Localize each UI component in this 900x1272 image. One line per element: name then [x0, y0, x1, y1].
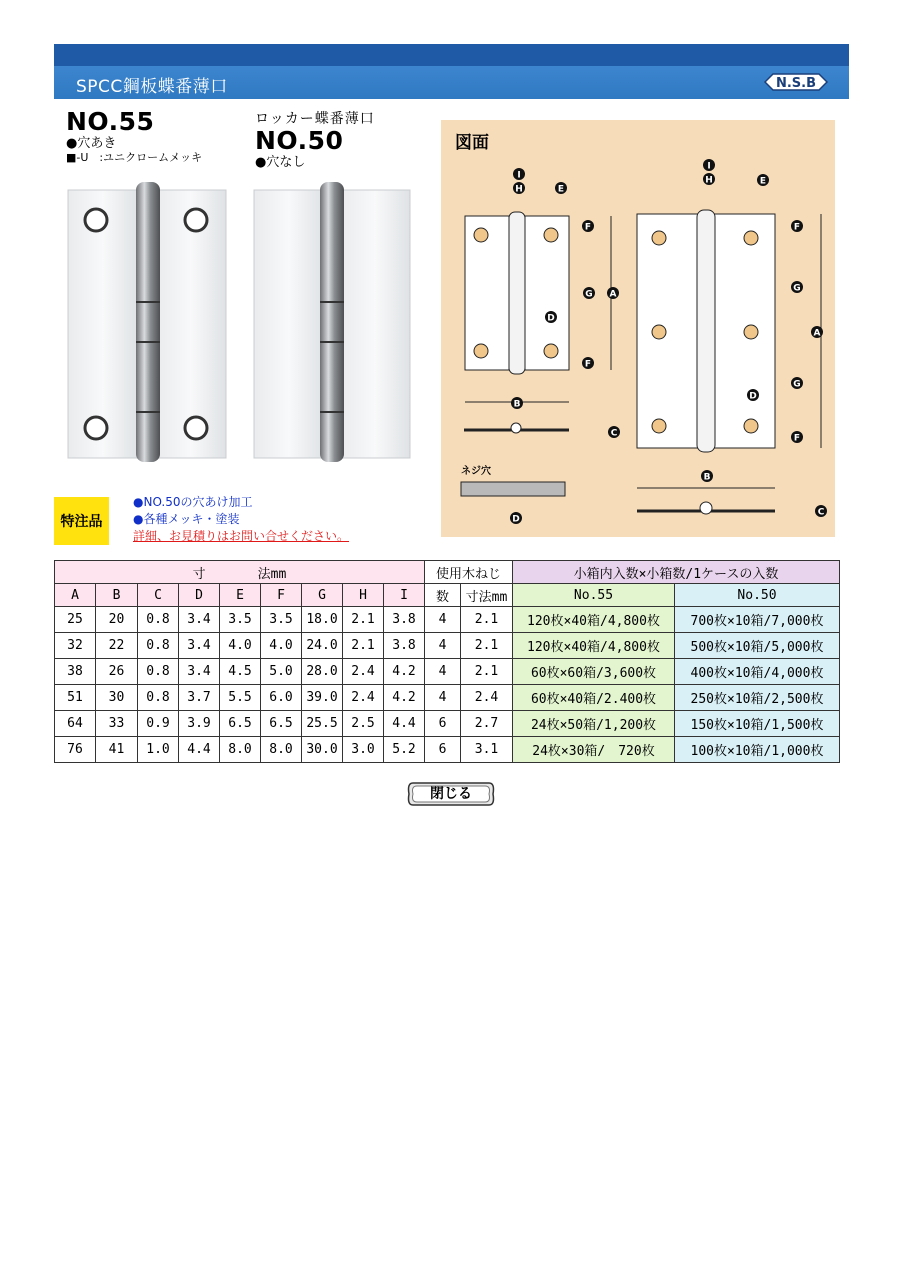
table-cell: 3.9	[179, 711, 220, 737]
table-cell: 0.8	[138, 659, 179, 685]
svg-text:F: F	[793, 222, 801, 233]
table-cell: 3.5	[261, 607, 302, 633]
close-button[interactable]	[407, 781, 495, 807]
table-cell: 1.0	[138, 737, 179, 763]
table-cell: 4.0	[220, 633, 261, 659]
dimension-marker	[703, 159, 715, 172]
col-header: No.50	[675, 584, 840, 607]
table-cell: 250枚×10箱/2,500枚	[675, 685, 840, 711]
table-cell: 120枚×40箱/4,800枚	[513, 607, 675, 633]
table-row	[55, 737, 840, 763]
table-cell: 2.1	[343, 633, 384, 659]
table-cell: 25	[55, 607, 96, 633]
dimension-marker	[513, 168, 525, 181]
table-cell: 8.0	[220, 737, 261, 763]
dimension-marker	[510, 512, 522, 525]
hinge-no50-photo	[252, 182, 412, 462]
table-cell: 30	[96, 685, 138, 711]
drawing-svg	[441, 120, 835, 537]
col-header: I	[384, 584, 425, 607]
table-cell: 500枚×10箱/5,000枚	[675, 633, 840, 659]
col-header: No.55	[513, 584, 675, 607]
product-no50-heading	[255, 112, 375, 170]
svg-text:A: A	[609, 289, 617, 300]
col-header: E	[220, 584, 261, 607]
dimension-marker	[701, 470, 713, 483]
dimension-marker	[555, 182, 567, 195]
col-header: D	[179, 584, 220, 607]
product-no55-name: NO.55	[66, 107, 155, 136]
svg-text:D: D	[512, 514, 520, 525]
col-header: H	[343, 584, 384, 607]
spec-table	[54, 560, 840, 763]
table-cell: 38	[55, 659, 96, 685]
table-cell: 2.1	[461, 633, 513, 659]
table-cell: 6	[425, 711, 461, 737]
table-cell: 150枚×10箱/1,500枚	[675, 711, 840, 737]
table-row	[55, 711, 840, 737]
svg-text:I: I	[707, 161, 711, 172]
table-cell: 6	[425, 737, 461, 763]
technical-drawing	[441, 120, 835, 537]
table-cell: 3.4	[179, 607, 220, 633]
table-cell: 33	[96, 711, 138, 737]
screw-header: 使用木ねじ	[425, 561, 513, 584]
special-order-badge: 特注品	[54, 497, 109, 545]
svg-text:I: I	[517, 170, 521, 181]
special-order-list	[133, 494, 349, 545]
dimension-marker	[583, 287, 595, 300]
table-cell: 3.4	[179, 659, 220, 685]
svg-text:B: B	[513, 399, 521, 410]
table-cell: 24枚×30箱/ 720枚	[513, 737, 675, 763]
dimension-marker	[607, 287, 619, 300]
table-row	[55, 607, 840, 633]
svg-text:E: E	[759, 176, 767, 187]
table-cell: 60枚×40箱/2.400枚	[513, 685, 675, 711]
title-bar	[54, 66, 849, 99]
table-cell: 3.7	[179, 685, 220, 711]
table-cell: 2.4	[343, 685, 384, 711]
table-cell: 64	[55, 711, 96, 737]
table-cell: 20	[96, 607, 138, 633]
product-no50-note1: ●穴なし	[255, 155, 306, 170]
table-row	[55, 685, 840, 711]
dimension-marker	[513, 182, 525, 195]
col-header: F	[261, 584, 302, 607]
table-cell: 2.4	[461, 685, 513, 711]
screw-hole-label: ネジ穴	[461, 466, 491, 477]
dimension-marker	[791, 377, 803, 390]
dimension-marker	[703, 173, 715, 186]
svg-text:D: D	[547, 313, 555, 324]
table-cell: 4.5	[220, 659, 261, 685]
dimension-marker	[582, 357, 594, 370]
svg-text:E: E	[557, 184, 565, 195]
table-cell: 400枚×10箱/4,000枚	[675, 659, 840, 685]
table-cell: 0.8	[138, 633, 179, 659]
table-cell: 3.4	[179, 633, 220, 659]
table-cell: 4.4	[384, 711, 425, 737]
col-header: A	[55, 584, 96, 607]
col-header: C	[138, 584, 179, 607]
table-cell: 4.2	[384, 659, 425, 685]
table-cell: 39.0	[302, 685, 343, 711]
nsb-logo	[763, 71, 829, 93]
dimension-marker	[511, 397, 523, 410]
table-cell: 24枚×50箱/1,200枚	[513, 711, 675, 737]
table-cell: 700枚×10箱/7,000枚	[675, 607, 840, 633]
table-cell: 2.5	[343, 711, 384, 737]
table-cell: 22	[96, 633, 138, 659]
product-no55-heading	[66, 108, 202, 165]
dimension-marker	[582, 220, 594, 233]
svg-text:D: D	[749, 391, 757, 402]
svg-text:C: C	[610, 428, 618, 439]
table-cell: 30.0	[302, 737, 343, 763]
table-cell: 76	[55, 737, 96, 763]
dimension-marker	[791, 281, 803, 294]
table-cell: 0.9	[138, 711, 179, 737]
svg-text:G: G	[793, 379, 801, 390]
table-cell: 24.0	[302, 633, 343, 659]
table-cell: 6.5	[220, 711, 261, 737]
table-cell: 6.5	[261, 711, 302, 737]
logo-text: N.S.B	[775, 76, 817, 91]
drawing-title: 図面	[455, 133, 489, 153]
table-cell: 3.0	[343, 737, 384, 763]
table-cell: 4	[425, 659, 461, 685]
product-no50-caption: ロッカー蝶番薄口	[255, 111, 375, 127]
table-cell: 4	[425, 633, 461, 659]
product-no55-note2: ■-U :ユニクロームメッキ	[66, 151, 203, 164]
svg-text:C: C	[817, 507, 825, 518]
svg-text:F: F	[793, 433, 801, 444]
table-cell: 18.0	[302, 607, 343, 633]
svg-text:H: H	[515, 184, 523, 195]
svg-text:F: F	[584, 359, 592, 370]
table-cell: 3.1	[461, 737, 513, 763]
col-header: 数	[425, 584, 461, 607]
table-cell: 5.0	[261, 659, 302, 685]
table-cell: 5.5	[220, 685, 261, 711]
table-row	[55, 659, 840, 685]
table-cell: 4.4	[179, 737, 220, 763]
dims-header: 寸 法mm	[55, 561, 425, 584]
table-cell: 32	[55, 633, 96, 659]
table-cell: 0.8	[138, 607, 179, 633]
close-button-label: 閉じる	[430, 786, 472, 802]
svg-text:B: B	[703, 472, 711, 483]
table-cell: 60枚×60箱/3,600枚	[513, 659, 675, 685]
table-column-headers	[55, 584, 840, 607]
table-cell: 2.1	[343, 607, 384, 633]
table-cell: 4	[425, 685, 461, 711]
table-cell: 2.1	[461, 607, 513, 633]
special-item-plating: ●各種メッキ・塗装	[133, 512, 240, 526]
table-cell: 2.1	[461, 659, 513, 685]
svg-text:G: G	[585, 289, 593, 300]
dimension-marker	[791, 431, 803, 444]
svg-text:H: H	[705, 175, 713, 186]
table-cell: 41	[96, 737, 138, 763]
contact-link[interactable]: 詳細、お見積りはお問い合せください。	[133, 529, 350, 543]
table-cell: 51	[55, 685, 96, 711]
svg-text:G: G	[793, 283, 801, 294]
top-bar	[54, 44, 849, 66]
table-cell: 28.0	[302, 659, 343, 685]
table-cell: 26	[96, 659, 138, 685]
table-cell: 3.5	[220, 607, 261, 633]
table-cell: 4.0	[261, 633, 302, 659]
svg-text:F: F	[584, 222, 592, 233]
col-header: B	[96, 584, 138, 607]
product-no50-name: NO.50	[255, 126, 344, 155]
table-row	[55, 633, 840, 659]
table-cell: 2.4	[343, 659, 384, 685]
col-header: G	[302, 584, 343, 607]
table-cell: 0.8	[138, 685, 179, 711]
table-cell: 100枚×10箱/1,000枚	[675, 737, 840, 763]
dimension-marker	[757, 174, 769, 187]
svg-text:A: A	[813, 328, 821, 339]
product-no55-note1: ●穴あき	[66, 136, 117, 151]
dimension-marker	[608, 426, 620, 439]
table-cell: 2.7	[461, 711, 513, 737]
table-cell: 8.0	[261, 737, 302, 763]
table-cell: 4	[425, 607, 461, 633]
hinge-no55-photo	[66, 182, 228, 462]
table-cell: 25.5	[302, 711, 343, 737]
table-cell: 5.2	[384, 737, 425, 763]
dimension-marker	[815, 505, 827, 518]
table-cell: 6.0	[261, 685, 302, 711]
table-cell: 3.8	[384, 633, 425, 659]
special-item-drilling: ●NO.50の穴あけ加工	[133, 495, 253, 509]
page-title: SPCC鋼板蝶番薄口	[76, 77, 228, 97]
dimension-marker	[791, 220, 803, 233]
qty-header: 小箱内入数×小箱数/1ケースの入数	[513, 561, 840, 584]
col-header: 寸法mm	[461, 584, 513, 607]
table-cell: 3.8	[384, 607, 425, 633]
table-cell: 120枚×40箱/4,800枚	[513, 633, 675, 659]
table-cell: 4.2	[384, 685, 425, 711]
